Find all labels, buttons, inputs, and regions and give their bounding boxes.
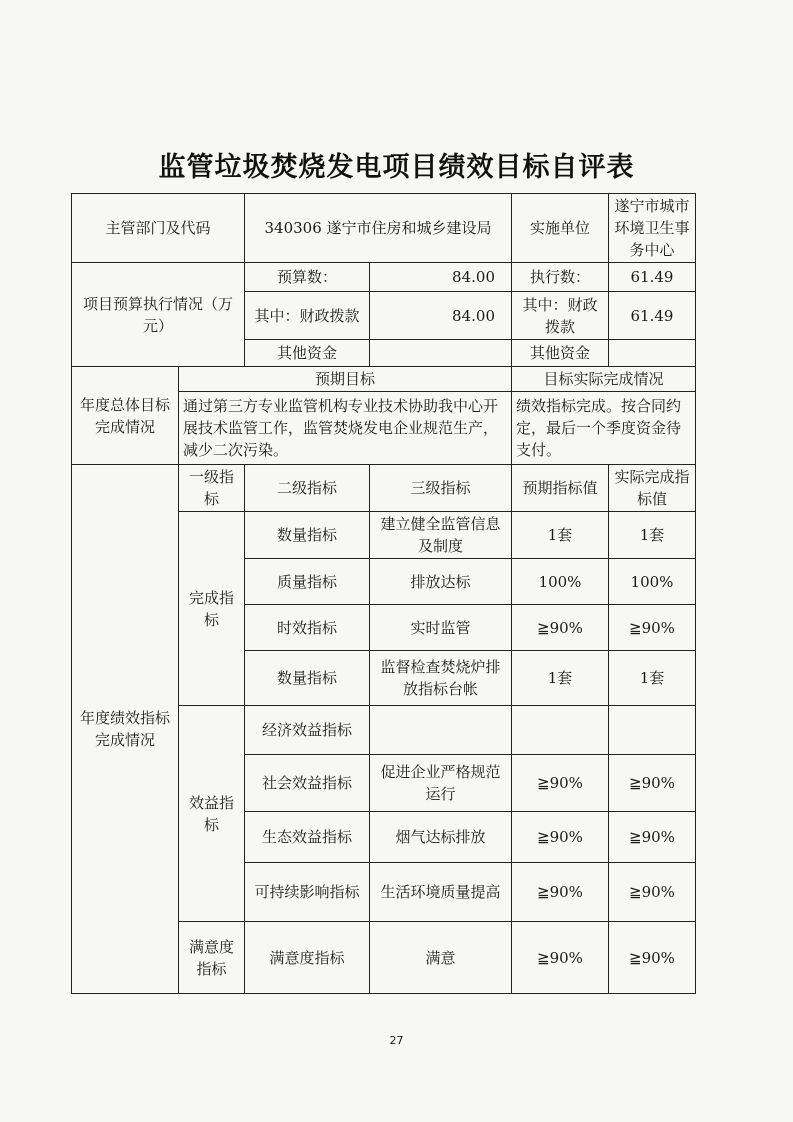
other-label: 其他资金 [245, 340, 370, 367]
level3-cell [370, 706, 512, 755]
overall-header-row [72, 367, 696, 392]
level3-header: 三级指标 [370, 465, 512, 512]
level2-header: 二级指标 [245, 465, 370, 512]
budget-value: 84.00 [370, 263, 512, 292]
fiscal-exec-value: 61.49 [609, 292, 696, 340]
level2-cell: 可持续影响指标 [245, 863, 370, 922]
dept-value: 340306 遂宁市住房和城乡建设局 [245, 194, 512, 263]
actual-value-cell: 100% [609, 559, 696, 605]
expected-value-cell: ≧90% [512, 755, 609, 812]
level2-cell: 经济效益指标 [245, 706, 370, 755]
indicator-header-row [72, 465, 696, 512]
level1-header: 一级指标 [179, 465, 245, 512]
expected-value-cell: 1套 [512, 651, 609, 706]
level2-cell: 质量指标 [245, 559, 370, 605]
page-number: 27 [389, 1034, 404, 1047]
level2-cell: 时效指标 [245, 605, 370, 651]
actual-value-cell: ≧90% [609, 755, 696, 812]
level2-cell: 数量指标 [245, 651, 370, 706]
actual-goal-header: 目标实际完成情况 [512, 367, 696, 392]
evaluation-table [71, 193, 696, 994]
actual-value-cell: ≧90% [609, 922, 696, 994]
level3-cell: 生活环境质量提高 [370, 863, 512, 922]
level3-cell: 满意 [370, 922, 512, 994]
fiscal-exec-label: 其中：财政拨款 [512, 292, 609, 340]
level2-cell: 生态效益指标 [245, 812, 370, 863]
dept-row [72, 194, 696, 263]
actual-value-cell: 1套 [609, 651, 696, 706]
exec-label: 执行数： [512, 263, 609, 292]
level3-cell: 建立健全监管信息及制度 [370, 512, 512, 559]
actual-value-header: 实际完成指标值 [609, 465, 696, 512]
actual-value-cell: ≧90% [609, 605, 696, 651]
fiscal-label: 其中：财政拨款 [245, 292, 370, 340]
expected-value-cell: ≧90% [512, 605, 609, 651]
level2-cell: 社会效益指标 [245, 755, 370, 812]
level2-cell: 满意度指标 [245, 922, 370, 994]
expected-goal-text: 通过第三方专业监管机构专业技术协助我中心开展技术监管工作，监管焚烧发电企业规范生产，减少二次污染。 [179, 392, 512, 465]
budget-section-label: 项目预算执行情况（万元） [72, 263, 245, 367]
actual-value-cell: ≧90% [609, 812, 696, 863]
page-title: 监管垃圾焚烧发电项目绩效目标自评表 [158, 152, 635, 183]
performance-section-label: 年度绩效指标完成情况 [72, 465, 179, 994]
actual-value-cell: ≧90% [609, 863, 696, 922]
expected-value-cell: ≧90% [512, 812, 609, 863]
level3-cell: 促进企业严格规范运行 [370, 755, 512, 812]
level3-cell: 烟气达标排放 [370, 812, 512, 863]
expected-goal-header: 预期目标 [179, 367, 512, 392]
budget-row [72, 263, 696, 292]
level3-cell: 监督检查焚烧炉排放指标台帐 [370, 651, 512, 706]
expected-value-header: 预期指标值 [512, 465, 609, 512]
level3-cell: 排放达标 [370, 559, 512, 605]
exec-value: 61.49 [609, 263, 696, 292]
actual-value-cell: 1套 [609, 512, 696, 559]
expected-value-cell: 100% [512, 559, 609, 605]
level1-satisfaction: 满意度指标 [179, 922, 245, 994]
other-exec-label: 其他资金 [512, 340, 609, 367]
expected-value-cell: 1套 [512, 512, 609, 559]
level2-cell: 数量指标 [245, 512, 370, 559]
other-budget-value [370, 340, 512, 367]
impl-value: 遂宁市城市环境卫生事务中心 [609, 194, 696, 263]
actual-value-cell [609, 706, 696, 755]
level3-cell: 实时监管 [370, 605, 512, 651]
expected-value-cell [512, 706, 609, 755]
budget-label: 预算数： [245, 263, 370, 292]
impl-label: 实施单位 [512, 194, 609, 263]
overall-section-label: 年度总体目标完成情况 [72, 367, 179, 465]
fiscal-budget-value: 84.00 [370, 292, 512, 340]
level1-completion: 完成指标 [179, 512, 245, 706]
dept-label: 主管部门及代码 [72, 194, 245, 263]
expected-value-cell: ≧90% [512, 922, 609, 994]
expected-value-cell: ≧90% [512, 863, 609, 922]
level1-benefit: 效益指标 [179, 706, 245, 922]
other-exec-value [609, 340, 696, 367]
actual-goal-text: 绩效指标完成。按合同约定，最后一个季度资金待支付。 [512, 392, 696, 465]
